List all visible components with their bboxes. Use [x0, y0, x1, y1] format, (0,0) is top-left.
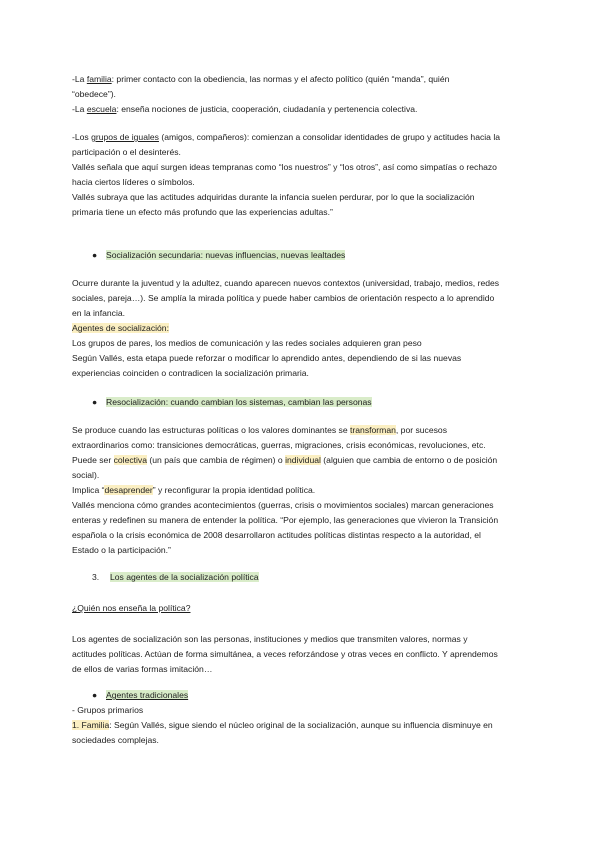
paragraph-resocializacion [72, 423, 530, 558]
line: Puede ser colectiva (un país que cambia de régimen) o individual (alguien que cambia de entorno o de posición [72, 455, 498, 465]
line: ¿Quién nos enseña la política? [72, 603, 191, 613]
bullet-icon: ● [92, 250, 98, 260]
line: sociales, pareja…). Se amplía la mirada política y puede haber cambios de orientación respecto a lo aprendido [72, 293, 495, 303]
bullet-icon: ● [92, 397, 98, 407]
line: española o la crisis económica de 2008 desarrollaron actitudes políticas distintas respecto a la autoridad, el [72, 530, 481, 540]
line: Los agentes de socialización son las personas, instituciones y medios que transmiten valores, normas y [72, 634, 468, 644]
line: -La familia: primer contacto con la obediencia, las normas y el afecto político (quién “manda”, quién [72, 74, 450, 84]
line: hacia ciertos líderes o símbolos. [72, 177, 195, 187]
line: extraordinarios como: transiciones democráticas, guerras, migraciones, crisis económicas, revoluciones, etc. [72, 440, 486, 450]
line: primaria tiene un efecto más profundo que las experiencias adultas.” [72, 207, 333, 217]
heading-resocializacion: Resocialización: cuando cambian los sistemas, cambian las personas [106, 397, 372, 407]
bullet-secundaria [92, 248, 345, 263]
line: participación o el desinterés. [72, 147, 181, 157]
line: actitudes políticas. Actúan de forma simultánea, a veces reforzándose y otras veces en conflicto. Y aprendemos [72, 649, 498, 659]
line: Implica “desaprender” y reconfigurar la propia identidad política. [72, 485, 316, 495]
paragraph-agents [72, 632, 530, 677]
section-3-heading: 3. Los agentes de la socialización política [92, 572, 259, 582]
line: Vallés menciona cómo grandes acontecimientos (guerras, crisis o movimientos sociales) marcan generaciones [72, 500, 494, 510]
line: de ellos de varias formas imitación… [72, 664, 213, 674]
line: en la infancia. [72, 308, 126, 318]
paragraph-familia [72, 703, 530, 748]
line: -Los grupos de iguales (amigos, compañeros): comienzan a consolidar identidades de grupo y actitudes hacia la [72, 132, 501, 142]
heading-secundaria: Socialización secundaria: nuevas influencias, nuevas lealtades [106, 250, 346, 260]
line: enteras y redefinen su manera de entender la política. “Por ejemplo, las generaciones que vivieron la Transición [72, 515, 499, 525]
line: Vallés subraya que las actitudes adquiridas durante la infancia suelen perdurar, por lo que la socialización [72, 192, 475, 202]
line: Estado o la participación.” [72, 545, 171, 555]
paragraph-family-school [72, 72, 530, 117]
line: Los grupos de pares, los medios de comunicación y las redes sociales adquieren gran peso [72, 338, 422, 348]
line: “obedece”). [72, 89, 116, 99]
line: Según Vallés, esta etapa puede reforzar o modificar lo aprendido antes, dependiendo de si las nuevas [72, 353, 462, 363]
line: Ocurre durante la juventud y la adultez, cuando aparecen nuevos contextos (universidad, trabajo, medios, redes [72, 278, 500, 288]
line: -La escuela: enseña nociones de justicia, cooperación, ciudadanía y pertenencia colectiva. [72, 104, 418, 114]
paragraph-secundaria [72, 276, 530, 381]
line: Se produce cuando las estructuras políticas o los valores dominantes se transforman, por sucesos [72, 425, 447, 435]
line: sociedades complejas. [72, 735, 159, 745]
bullet-tradicionales [92, 688, 188, 703]
paragraph-peer-groups [72, 130, 530, 220]
line: Agentes de socialización: [72, 323, 169, 333]
heading-tradicionales: Agentes tradicionales [106, 690, 189, 700]
bullet-icon: ● [92, 690, 98, 700]
line: Vallés señala que aquí surgen ideas tempranas como “los nuestros” y “los otros”, así como simpatías o rechazo [72, 162, 497, 172]
question-line [72, 601, 530, 616]
line: - Grupos primarios [72, 705, 144, 715]
bullet-resocializacion [92, 395, 372, 410]
line: 1. Familia: Según Vallés, sigue siendo el núcleo original de la socialización, aunque su influencia disminuye en [72, 720, 493, 730]
line: social). [72, 470, 100, 480]
line: experiencias coinciden o contradicen la socialización primaria. [72, 368, 309, 378]
